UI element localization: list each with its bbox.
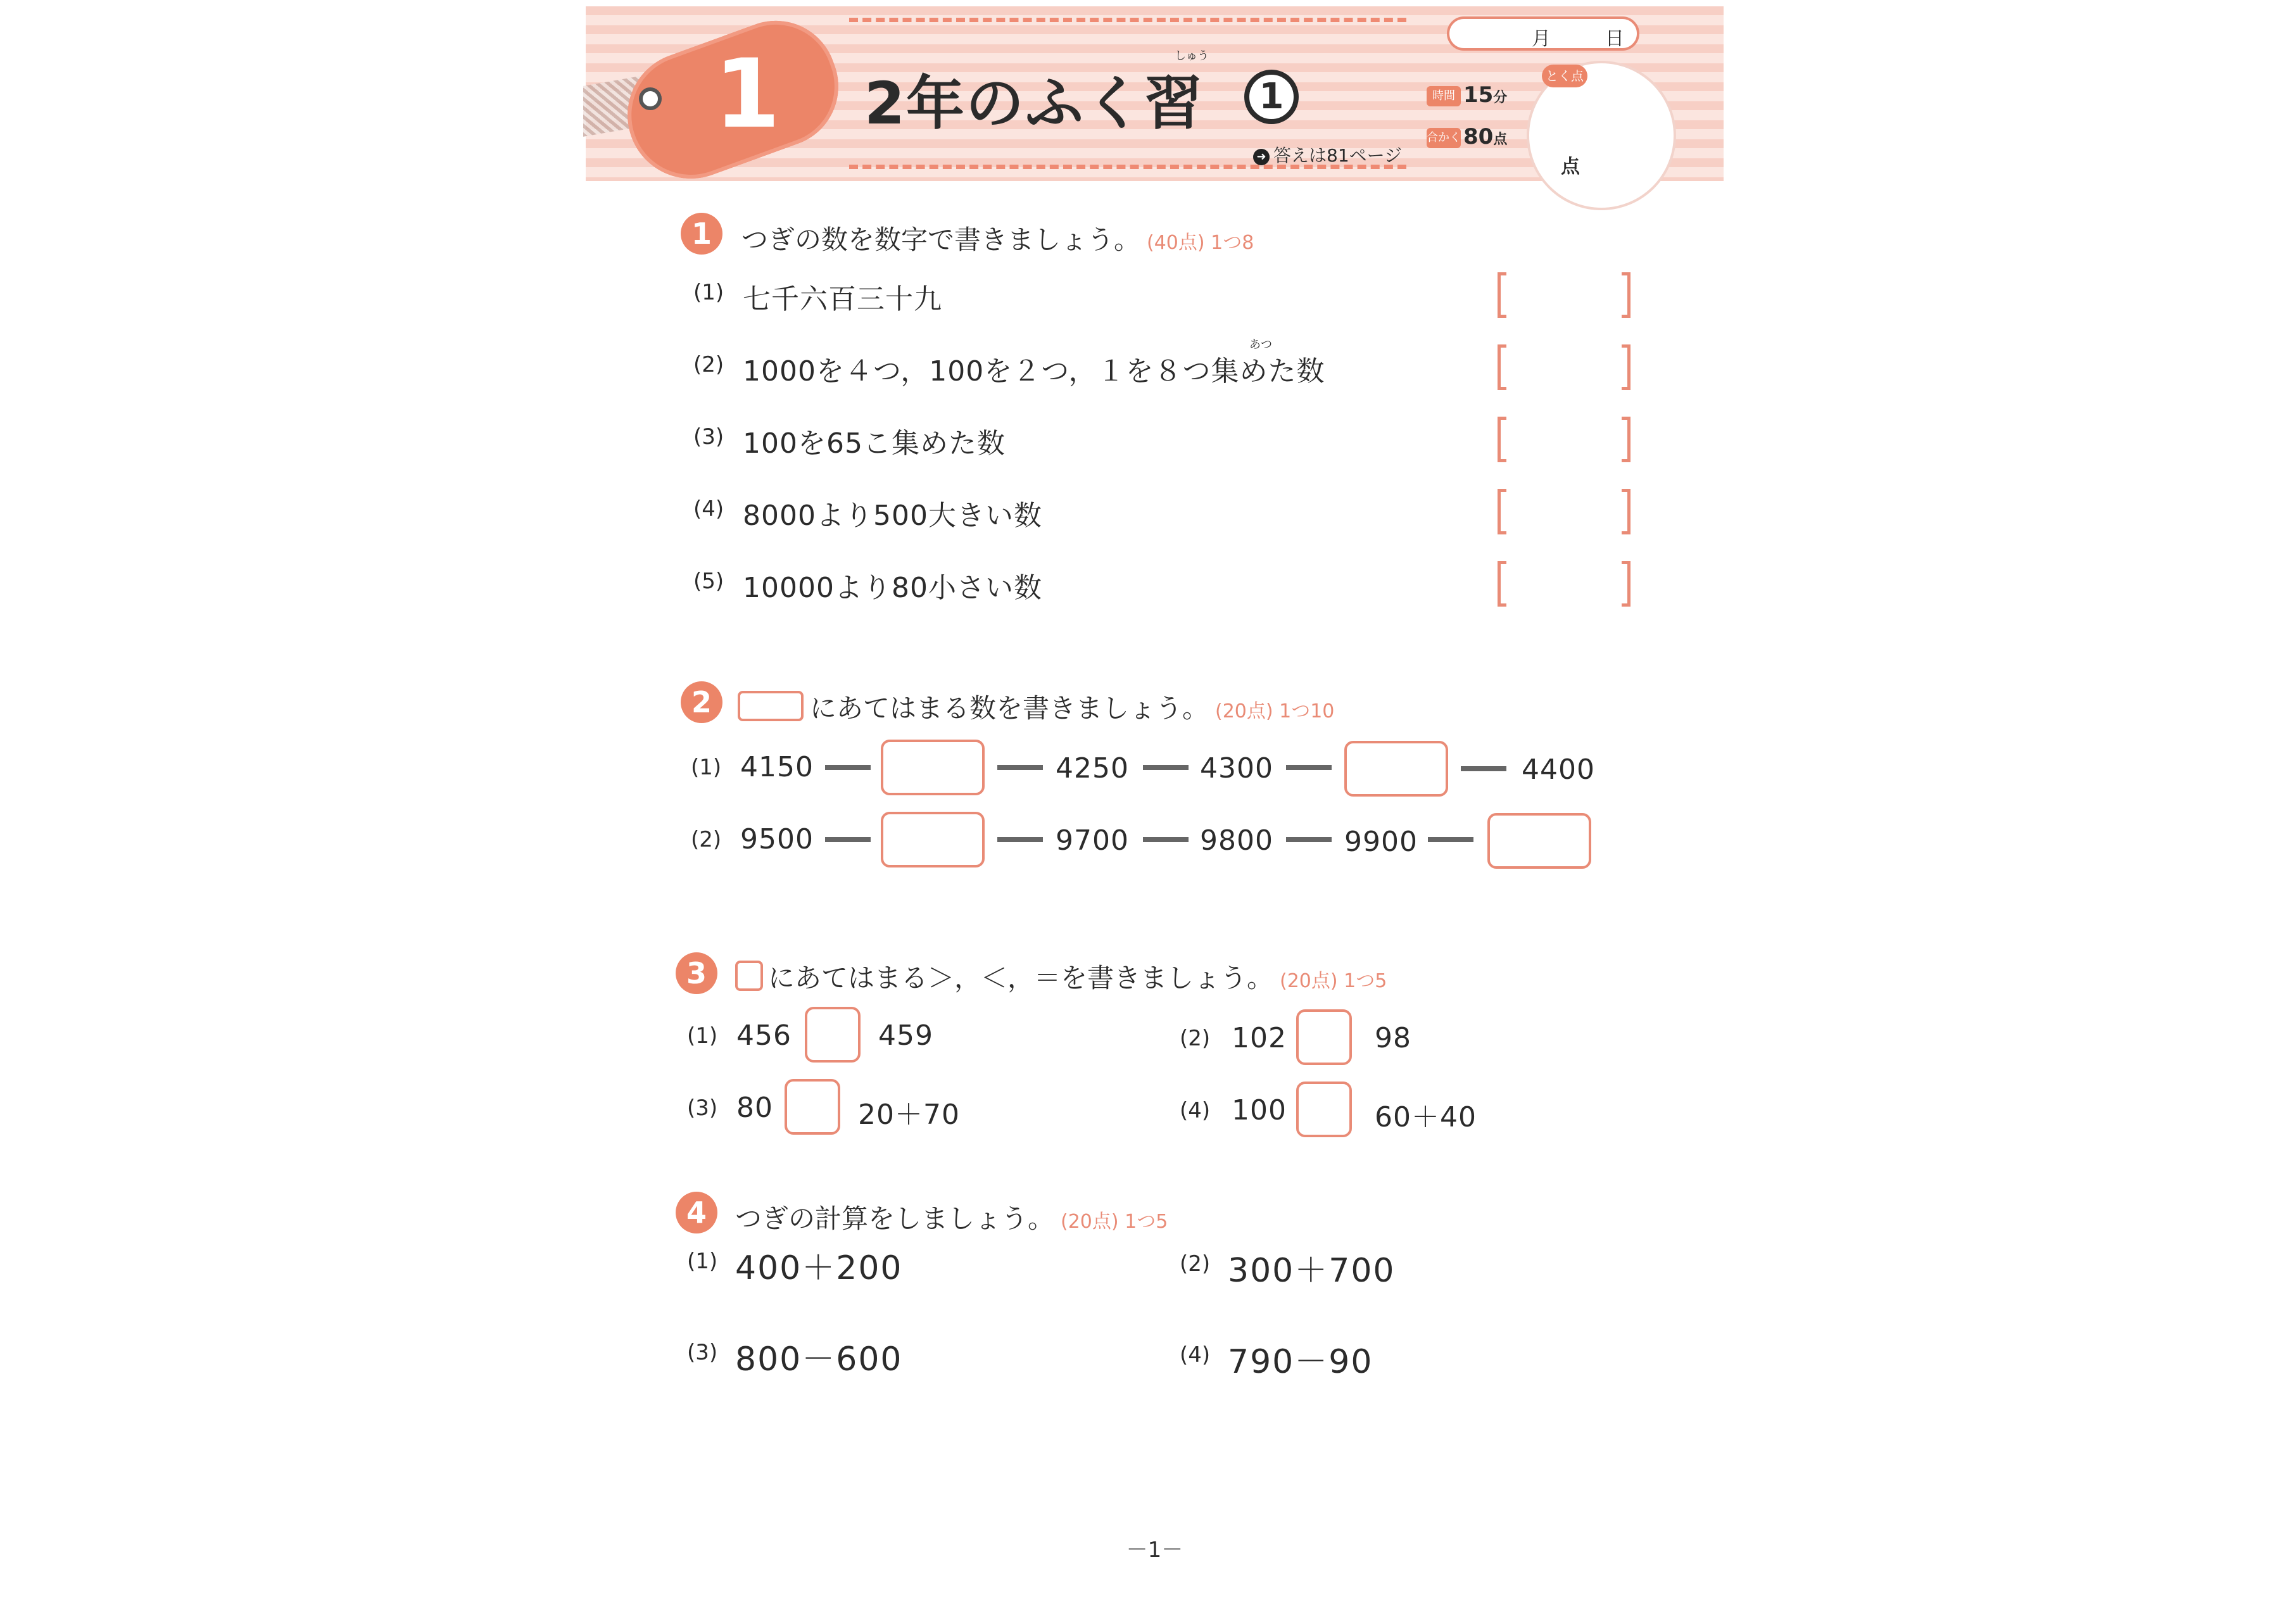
s2-q2-value-1: 9500 — [740, 823, 814, 855]
sequence-dash — [1428, 837, 1473, 842]
s1-q2-text: 1000を４つ，100を２つ，１を８つ集めた数 — [743, 355, 1325, 388]
s1-q3-text: 100を65こ集めた数 — [743, 427, 1006, 460]
sequence-dash — [1143, 765, 1189, 770]
s2-q2-value-3: 9800 — [1200, 824, 1273, 857]
section3-points: (20点) 1つ5 — [1280, 970, 1387, 992]
sequence-dash — [825, 837, 871, 842]
bracket-left-icon — [1498, 344, 1506, 390]
sequence-dash — [825, 765, 871, 770]
bracket-left-icon — [1498, 272, 1506, 318]
s3-q2-right: 98 — [1375, 1022, 1411, 1054]
s1-q2-number: (2) — [693, 352, 724, 377]
title-circle-number: 1 — [1244, 70, 1299, 124]
s3-q2-answer-box[interactable] — [1296, 1009, 1352, 1065]
section3-badge: 3 — [676, 952, 717, 994]
sequence-dash — [1286, 837, 1332, 842]
s3-q4-number: (4) — [1180, 1098, 1211, 1123]
section1-heading-text: つぎの数を数字で書きましょう。 — [741, 224, 1141, 255]
time-unit: 分 — [1493, 90, 1508, 106]
pass-number: 80 — [1463, 124, 1494, 149]
sequence-dash — [1143, 837, 1189, 842]
page-title: 2年のふく習 — [864, 70, 1204, 137]
bracket-right-icon — [1622, 272, 1631, 318]
s2-q2-value-4: 9900 — [1344, 826, 1418, 858]
s2-q1-value-3: 4300 — [1200, 752, 1273, 785]
s3-q2-number: (2) — [1180, 1026, 1211, 1051]
s2-q2-answer-box-1[interactable] — [881, 812, 985, 867]
s3-q1-left: 456 — [736, 1019, 792, 1052]
s1-q4-number: (4) — [693, 496, 724, 522]
time-label: 時間 — [1427, 86, 1461, 106]
s3-q2-left: 102 — [1232, 1022, 1287, 1054]
sequence-dash — [997, 837, 1043, 842]
section4-heading-text: つぎの計算をしましょう。 — [735, 1203, 1055, 1234]
s4-q1-number: (1) — [687, 1249, 718, 1274]
s3-q1-answer-box[interactable] — [805, 1007, 861, 1063]
section1-points: (40点) 1つ8 — [1147, 232, 1254, 254]
s4-q3-number: (3) — [687, 1340, 718, 1365]
bracket-left-icon — [1498, 489, 1506, 534]
pass-label: 合かく — [1427, 128, 1461, 148]
date-month-label: 月 — [1532, 28, 1551, 50]
section3-heading — [735, 957, 1387, 995]
s4-q4-number: (4) — [1180, 1342, 1211, 1368]
date-day-label: 日 — [1605, 28, 1624, 50]
unit-number: 1 — [714, 39, 781, 149]
bracket-left-icon — [1498, 561, 1506, 607]
bracket-right-icon — [1622, 561, 1631, 607]
s1-q5-text: 10000より80小さい数 — [743, 572, 1042, 604]
s1-q4-answer-bracket[interactable] — [1498, 489, 1631, 537]
section4-badge: 4 — [676, 1192, 717, 1233]
section4-points: (20点) 1つ5 — [1061, 1211, 1168, 1233]
section1-badge: 1 — [681, 213, 722, 255]
s2-q1-value-1: 4150 — [740, 751, 814, 783]
pass-value — [1463, 124, 1507, 149]
worksheet-page — [586, 6, 1724, 1615]
s1-q4-text: 8000より500大きい数 — [743, 500, 1042, 532]
section2-badge: 2 — [681, 681, 722, 723]
s4-q1-expression: 400＋200 — [735, 1249, 903, 1287]
s3-q3-right: 20＋70 — [858, 1099, 960, 1131]
section2-points: (20点) 1つ10 — [1215, 700, 1335, 722]
date-box[interactable] — [1447, 16, 1639, 51]
answer-reference-text: 答えは81ページ — [1273, 145, 1403, 166]
bracket-right-icon — [1622, 344, 1631, 390]
s1-q3-answer-bracket[interactable] — [1498, 417, 1631, 465]
blank-box-icon — [735, 961, 763, 991]
s3-q4-right: 60＋40 — [1375, 1101, 1477, 1133]
s1-q3-number: (3) — [693, 424, 724, 450]
s3-q3-left: 80 — [736, 1092, 773, 1124]
section2-heading-text: にあてはまる数を書きましょう。 — [810, 693, 1209, 724]
s1-q2-ruby: あつ — [1249, 338, 1272, 351]
s1-q5-answer-bracket[interactable] — [1498, 561, 1631, 609]
s2-q1-value-4: 4400 — [1522, 754, 1595, 786]
sequence-dash — [1286, 765, 1332, 770]
s2-q2-number: (2) — [691, 827, 722, 852]
s2-q1-value-2: 4250 — [1056, 752, 1129, 785]
arrow-right-icon: ➜ — [1253, 149, 1270, 165]
s4-q3-expression: 800－600 — [735, 1340, 903, 1378]
s3-q3-answer-box[interactable] — [785, 1079, 840, 1135]
blank-box-icon — [738, 691, 804, 721]
s1-q1-number: (1) — [693, 280, 724, 305]
score-label: とく点 — [1542, 65, 1587, 87]
bracket-right-icon — [1622, 489, 1631, 534]
time-number: 15 — [1463, 82, 1494, 108]
sequence-dash — [997, 765, 1043, 770]
sequence-dash — [1461, 766, 1506, 771]
s4-q2-expression: 300＋700 — [1228, 1252, 1396, 1290]
s4-q4-expression: 790－90 — [1228, 1343, 1373, 1381]
pass-unit: 点 — [1493, 132, 1508, 148]
s3-q3-number: (3) — [687, 1095, 718, 1121]
s3-q1-number: (1) — [687, 1023, 718, 1049]
s1-q1-text: 七千六百三十九 — [743, 283, 942, 315]
s4-q2-number: (2) — [1180, 1251, 1211, 1277]
time-value — [1463, 82, 1507, 108]
s3-q4-left: 100 — [1232, 1094, 1287, 1126]
s3-q1-right: 459 — [878, 1019, 933, 1052]
s1-q5-number: (5) — [693, 569, 724, 594]
tag-hole-icon — [639, 87, 662, 110]
section1-heading — [741, 219, 1254, 257]
s2-q2-answer-box-2[interactable] — [1487, 813, 1591, 869]
s2-q2-value-2: 9700 — [1056, 824, 1129, 857]
title-ruby: しゅう — [1175, 49, 1209, 63]
header-dash-top — [849, 18, 1406, 22]
page-number: －1－ — [1126, 1537, 1183, 1563]
s2-q1-answer-box-2[interactable] — [1344, 741, 1448, 797]
section2-heading — [738, 688, 1334, 726]
answer-reference — [1253, 142, 1402, 167]
section3-heading-text: にあてはまる＞，＜，＝を書きましょう。 — [768, 962, 1274, 993]
s2-q1-number: (1) — [691, 755, 722, 780]
s2-q1-answer-box-1[interactable] — [881, 740, 985, 795]
header-band — [586, 6, 1724, 181]
s1-q2-answer-bracket[interactable] — [1498, 344, 1631, 393]
s3-q4-answer-box[interactable] — [1296, 1082, 1352, 1137]
section4-heading — [735, 1198, 1168, 1236]
bracket-left-icon — [1498, 417, 1506, 462]
s1-q1-answer-bracket[interactable] — [1498, 272, 1631, 320]
bracket-right-icon — [1622, 417, 1631, 462]
score-unit: 点 — [1561, 156, 1580, 178]
